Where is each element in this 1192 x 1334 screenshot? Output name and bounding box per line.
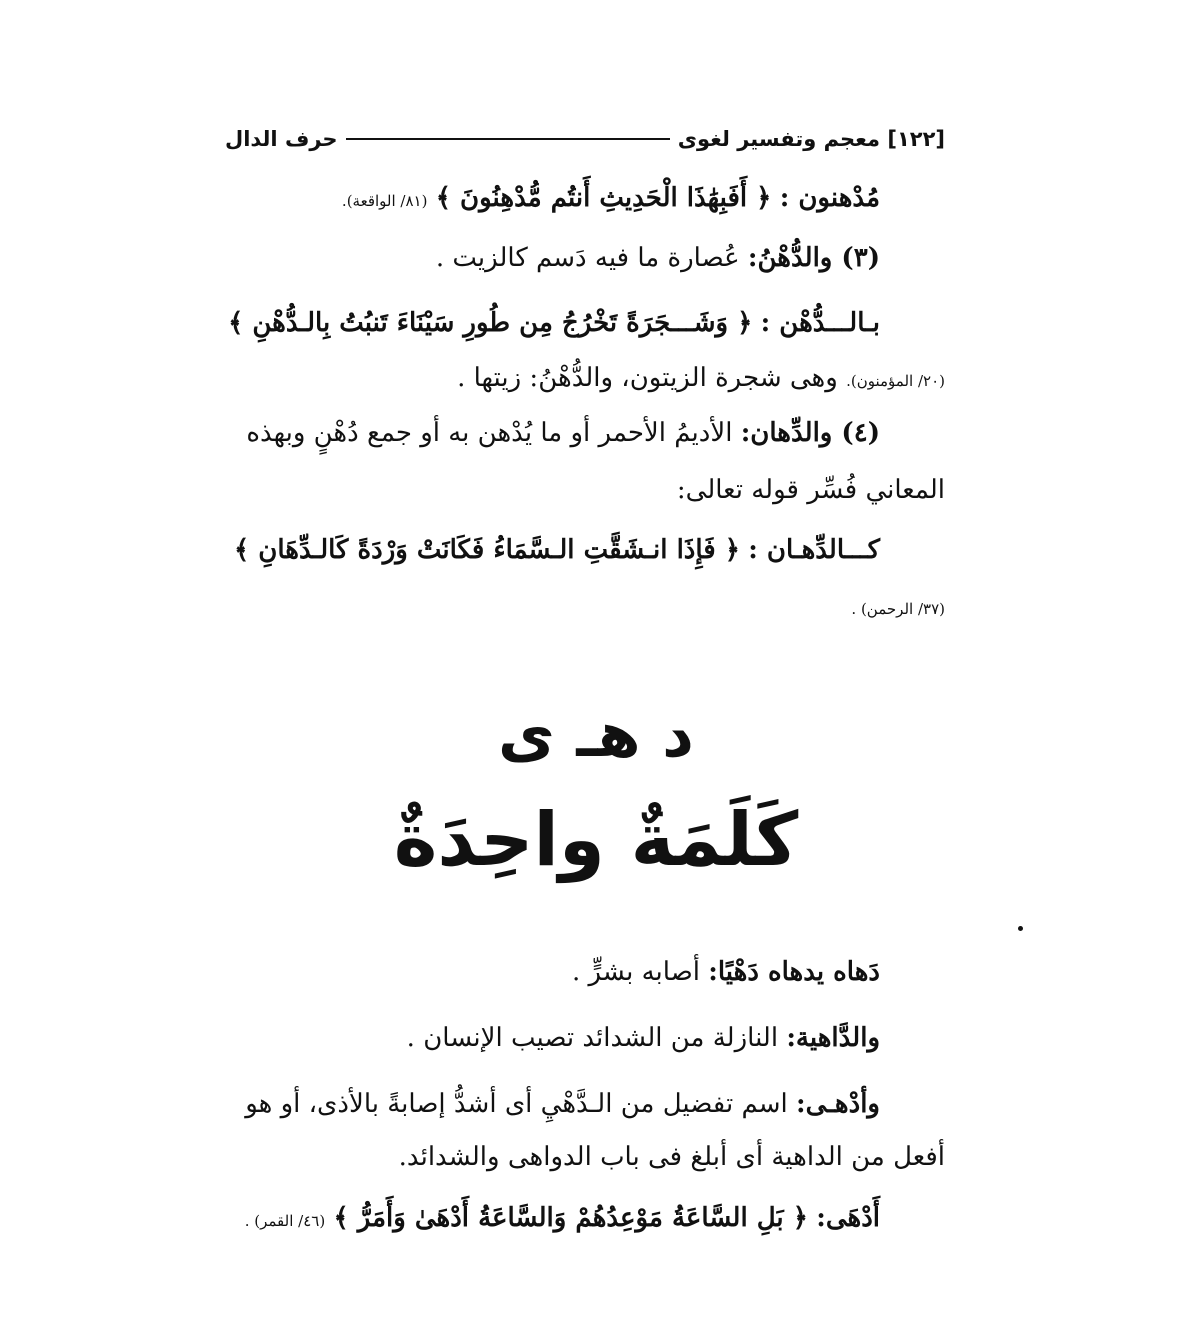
- quran-verse: ﴿ فَإِذَا انـشَقَّتِ الـسَّمَاءُ فَكَانَتْ وَرْدَةً كَالـدِّهَانِ ﴾: [233, 535, 741, 565]
- root-letters-heading: د هـ ى: [498, 698, 694, 771]
- entry-line: [225, 303, 880, 343]
- header-page-title: [١٢٢] معجم وتفسير لغوى: [677, 127, 945, 151]
- entry-line: [225, 530, 880, 570]
- header-rule: [346, 138, 670, 140]
- entry-text: اسم تفضيل من الـدَّهْيِ أى أشدُّ إصابةً بالأذى، أو هو: [245, 1089, 788, 1119]
- entry-line: [225, 178, 880, 221]
- entry-line: [225, 1084, 880, 1124]
- entry-term: وأدْهـى:: [796, 1089, 880, 1119]
- entry-term: كـــالدِّهـان :: [748, 535, 880, 565]
- entry-number-term: (٤) والدِّهان:: [740, 418, 880, 448]
- entry-term: بـالـــدُّهْن :: [760, 308, 880, 338]
- entry-line: [225, 413, 880, 453]
- entry-line: [225, 1198, 880, 1241]
- scan-speck: [1018, 926, 1023, 931]
- header-section: حرف الدال: [225, 127, 338, 151]
- entry-text: أفعل من الداهية أى أبلغ فى باب الدواهى والشدائد.: [398, 1142, 945, 1172]
- running-header: [225, 122, 945, 156]
- verse-reference: (٨١/ الواقعة).: [341, 192, 428, 210]
- verse-reference: (٤٦/ القمر) .: [244, 1212, 326, 1230]
- entry-text: عُصارة ما فيه دَسم كالزيت .: [435, 243, 740, 273]
- entry-line: [225, 358, 945, 401]
- entry-text: الأديمُ الأحمر أو ما يُدْهن به أو جمع دُهْنٍ وبهذه: [246, 418, 733, 448]
- quran-verse: ﴿ أَفَبِهَٰذَا الْحَدِيثِ أَنتُم مُّدْهِنُونَ ﴾: [435, 183, 772, 213]
- entry-line: [225, 1018, 880, 1058]
- entry-line: [225, 470, 945, 510]
- entry-text: أصابه بشرٍّ .: [572, 957, 700, 987]
- root-subtitle: كَلَمَةٌ واحِدَةٌ: [393, 797, 799, 883]
- verse-reference: (٣٧/ الرحمن) .: [851, 600, 945, 618]
- entry-term: أَدْهَى:: [816, 1203, 880, 1233]
- entry-term: دَهاه يدهاه دَهْيًا:: [708, 957, 880, 987]
- entry-line: [225, 586, 945, 629]
- entry-text: النازلة من الشدائد تصيب الإنسان .: [406, 1023, 779, 1053]
- entry-text: وهى شجرة الزيتون، والدُّهْنُ: زيتها .: [457, 363, 838, 393]
- entry-number-term: (٣) والدُّهْنُ:: [747, 243, 880, 273]
- entry-line: [225, 238, 880, 278]
- entry-text: المعاني فُسِّر قوله تعالى:: [676, 475, 945, 505]
- quran-verse: ﴿ وَشَـــجَرَةً تَخْرُجُ مِن طُورِ سَيْنَاءَ تَنبُتُ بِالـدُّهْنِ ﴾: [228, 308, 753, 338]
- quran-verse: ﴿ بَلِ السَّاعَةُ مَوْعِدُهُمْ وَالسَّاعَةُ أَدْهَىٰ وَأَمَرُّ ﴾: [333, 1203, 808, 1233]
- entry-term: مُدْهنون :: [779, 183, 880, 213]
- entry-line: [225, 952, 880, 992]
- verse-reference: (٢٠/ المؤمنون).: [846, 372, 945, 390]
- entry-term: والدَّاهية:: [786, 1023, 880, 1053]
- entry-line: [225, 1137, 945, 1177]
